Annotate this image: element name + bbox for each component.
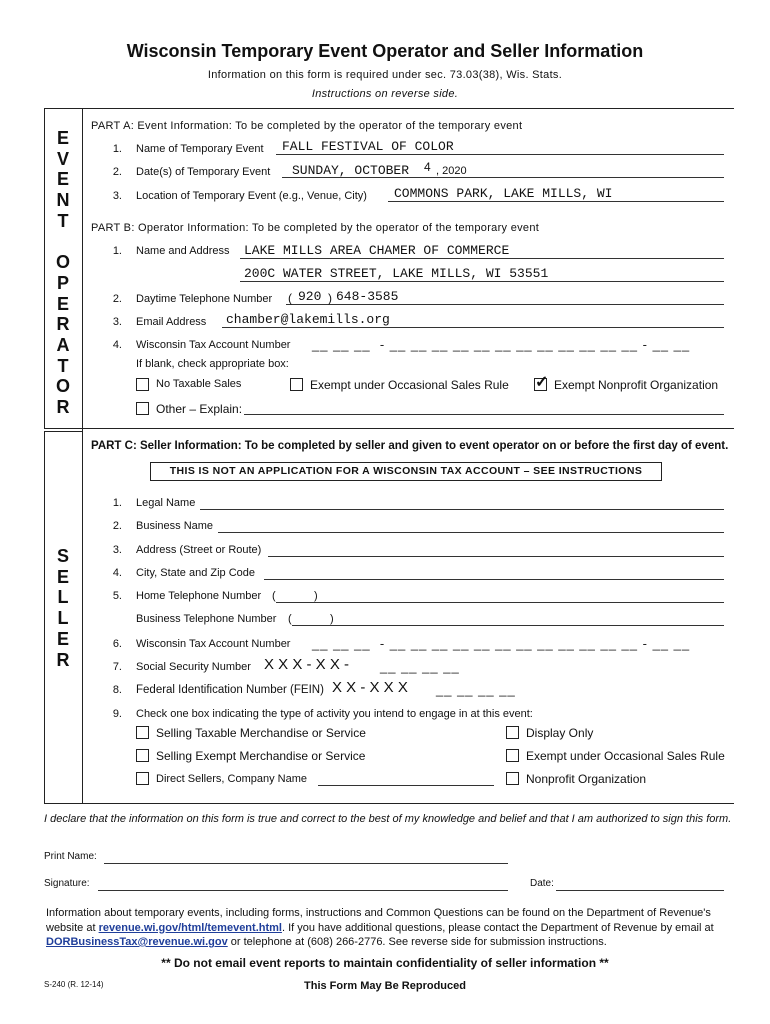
info-text-1: Information about temporary events, including forms, instructions and Common Questions can be found on the Department of Revenue's website at — [46, 907, 711, 934]
part-b-num-1: 1. — [112, 245, 122, 257]
business-name-field[interactable] — [218, 519, 724, 533]
fein-label: Federal Identification Number (FEIN) — [136, 684, 324, 696]
operator-phone-area: 920 — [298, 289, 322, 304]
side-letter — [50, 232, 76, 253]
display-only-checkbox[interactable] — [506, 726, 519, 739]
taxable-merchandise-label: Selling Taxable Merchandise or Service — [156, 726, 366, 740]
part-a-num-2: 2. — [112, 166, 122, 178]
event-date-label: Date(s) of Temporary Event — [136, 166, 271, 178]
info-paragraph — [46, 906, 734, 950]
home-phone-label: Home Telephone Number — [136, 590, 262, 602]
side-letter: E — [56, 169, 69, 190]
business-name-label: Business Name — [136, 520, 214, 532]
side-letter: V — [56, 148, 69, 169]
home-phone-parens: ( — [272, 590, 276, 602]
seller-tax-field[interactable]: __ __ __ - __ __ __ __ __ __ __ __ __ __ __ __ - __ __ — [312, 636, 691, 651]
event-location-label: Location of Temporary Event (e.g., Venue, City) — [136, 190, 367, 202]
part-a-num-1: 1. — [112, 143, 122, 155]
event-date-year: , 2020 — [436, 165, 467, 177]
side-letter: O — [55, 252, 70, 273]
email-link[interactable]: DORBusinessTax@revenue.wi.gov — [46, 936, 228, 948]
no-email-warning: ** Do not email event reports to maintain confidentiality of seller information ** — [161, 956, 609, 970]
side-letter: E — [56, 128, 69, 148]
display-only-label: Display Only — [526, 726, 594, 740]
legal-name-field[interactable] — [200, 496, 724, 510]
part-c-rule — [82, 428, 734, 429]
part-a-num-3: 3. — [112, 190, 122, 202]
part-b-num-2: 2. — [112, 293, 122, 305]
event-name-label: Name of Temporary Event — [136, 143, 264, 155]
event-date-day: 4 — [424, 160, 431, 174]
side-letter: E — [56, 628, 69, 649]
info-text-2: . If you have additional questions, please contact the Department of Revenue by email at — [281, 921, 714, 934]
street-address-field[interactable] — [268, 543, 724, 557]
event-name-value: FALL FESTIVAL OF COLOR — [282, 139, 454, 154]
side-letter: N — [56, 190, 70, 211]
city-state-zip-field[interactable] — [264, 566, 724, 580]
reproduce-note: This Form May Be Reproduced — [304, 980, 466, 992]
other-explain-field[interactable] — [244, 401, 724, 415]
date-label: Date: — [530, 878, 554, 889]
side-letter: E — [56, 566, 69, 587]
home-phone-paren-close: ) — [314, 590, 318, 602]
part-c-num-4: 4. — [112, 567, 122, 579]
signature-label: Signature: — [44, 878, 90, 889]
side-letter: E — [56, 293, 69, 314]
ssn-mask: X X X - X X - — [264, 656, 350, 673]
ssn-label: Social Security Number — [136, 661, 251, 673]
operator-bottom-rule — [44, 428, 82, 429]
business-phone-paren-close: ) — [330, 613, 334, 625]
top-rule — [44, 108, 734, 109]
event-location-value: COMMONS PARK, LAKE MILLS, WI — [394, 186, 613, 201]
city-state-zip-label: City, State and Zip Code — [136, 567, 256, 579]
taxable-merchandise-checkbox[interactable] — [136, 726, 149, 739]
business-phone-paren-open: ( — [288, 613, 292, 625]
blank-note: If blank, check appropriate box: — [136, 358, 289, 370]
part-c-num-9: 9. — [112, 708, 122, 720]
declaration-rule — [44, 803, 734, 804]
info-text-3: or telephone at (608) 266-2776. See reverse side for submission instructions. — [230, 936, 607, 948]
temevent-link[interactable]: revenue.wi.gov/html/temevent.html — [98, 921, 282, 934]
side-letter: L — [57, 608, 69, 629]
operator-email-label: Email Address — [136, 316, 207, 328]
instructions-note: Instructions on reverse side. — [311, 88, 459, 100]
form-number: S-240 (R. 12-14) — [44, 980, 104, 989]
street-address-label: Address (Street or Route) — [136, 544, 262, 556]
part-c-num-3: 3. — [112, 544, 122, 556]
operator-name-label: Name and Address — [136, 245, 230, 257]
part-c-num-1: 1. — [112, 497, 122, 509]
phone-area-open: ( — [288, 291, 292, 305]
form-title: Wisconsin Temporary Event Operator and Seller Information — [126, 41, 644, 61]
part-b-heading: PART B: Operator Information: To be completed by the operator of the temporary event — [91, 222, 540, 234]
date-field[interactable] — [556, 877, 724, 891]
side-letter: T — [57, 355, 69, 376]
home-phone-field[interactable] — [276, 589, 724, 603]
exempt-merchandise-checkbox[interactable] — [136, 749, 149, 762]
business-phone-field[interactable] — [292, 612, 724, 626]
statute-note: Information on this form is required under sec. 73.03(38), Wis. Stats. — [207, 69, 563, 81]
phone-area-close: ) — [328, 291, 332, 305]
event-date-value: SUNDAY, OCTOBER — [292, 163, 410, 178]
not-application-banner: THIS IS NOT AN APPLICATION FOR A WISCONSIN TAX ACCOUNT – SEE INSTRUCTIONS — [150, 462, 662, 481]
side-letter: A — [56, 335, 70, 356]
part-c-num-8: 8. — [112, 684, 122, 696]
other-checkbox[interactable] — [136, 402, 149, 415]
seller-tax-label: Wisconsin Tax Account Number — [136, 638, 291, 650]
part-c-num-5: 5. — [112, 590, 122, 602]
occasional-sales-label: Exempt under Occasional Sales Rule — [310, 378, 509, 392]
operator-left-rule — [44, 108, 45, 428]
print-name-label: Print Name: — [44, 851, 97, 862]
exempt-merchandise-label: Selling Exempt Merchandise or Service — [156, 749, 366, 763]
operator-phone-number: 648-3585 — [336, 289, 399, 304]
exempt-nonprofit-label: Exempt Nonprofit Organization — [554, 378, 719, 392]
seller-top-rule — [44, 431, 82, 432]
side-divider-rule — [82, 108, 83, 803]
legal-name-label: Legal Name — [136, 497, 196, 509]
side-letter: S — [56, 546, 69, 566]
operator-tax-label: Wisconsin Tax Account Number — [136, 339, 291, 351]
other-explain-label: Other – Explain: — [156, 402, 243, 416]
part-a-heading: PART A: Event Information: To be completed by the operator of the temporary event — [91, 120, 523, 132]
side-letter: R — [56, 397, 70, 418]
part-b-num-4: 4. — [112, 339, 122, 351]
fein-mask: X X - X X X — [332, 679, 408, 696]
operator-tax-field[interactable]: __ __ __ - __ __ __ __ __ __ __ __ __ __ __ __ - __ __ — [312, 337, 691, 352]
ssn-field[interactable]: __ __ __ __ — [380, 659, 460, 674]
operator-email-value: chamber@lakemills.org — [226, 312, 390, 327]
side-letter: L — [57, 587, 69, 608]
direct-sellers-company-field[interactable] — [318, 772, 494, 786]
operator-phone-label: Daytime Telephone Number — [136, 293, 273, 305]
side-letter: T — [57, 210, 69, 231]
seller-left-rule — [44, 431, 45, 803]
no-taxable-sales-checkbox[interactable] — [136, 378, 149, 391]
direct-sellers-checkbox[interactable] — [136, 772, 149, 785]
nonprofit-label: Nonprofit Organization — [526, 772, 647, 786]
seller-side-label — [50, 546, 76, 670]
side-letter: O — [55, 376, 70, 397]
fein-field[interactable]: __ __ __ __ — [436, 682, 516, 697]
operator-name-value: LAKE MILLS AREA CHAMER OF COMMERCE — [244, 243, 510, 258]
operator-side-label — [50, 128, 76, 418]
direct-sellers-label: Direct Sellers, Company Name — [156, 773, 307, 785]
part-c-num-6: 6. — [112, 638, 122, 650]
part-c-num-7: 7. — [112, 661, 122, 673]
seller-occasional-sales-label: Exempt under Occasional Sales Rule — [526, 749, 725, 763]
activity-instruction: Check one box indicating the type of activity you intend to engage in at this event: — [136, 708, 533, 720]
part-c-num-2: 2. — [112, 520, 122, 532]
nonprofit-checkbox[interactable] — [506, 772, 519, 785]
side-letter: R — [56, 649, 70, 670]
occasional-sales-checkbox[interactable] — [290, 378, 303, 391]
no-taxable-sales-label: No Taxable Sales — [156, 378, 242, 390]
part-c-heading: PART C: Seller Information: To be completed by seller and given to event operator on or before the first day of event. — [91, 440, 729, 452]
seller-occasional-sales-checkbox[interactable] — [506, 749, 519, 762]
part-b-num-3: 3. — [112, 316, 122, 328]
side-letter: P — [56, 272, 69, 293]
side-letter: R — [56, 314, 70, 335]
check-icon: ✓ — [535, 374, 549, 391]
business-phone-label: Business Telephone Number — [136, 613, 277, 625]
signature-field[interactable] — [98, 877, 508, 891]
declaration-text: I declare that the information on this form is true and correct to the best of my knowledge and belief and that I am authorized to sign this form. — [44, 813, 732, 825]
print-name-field[interactable] — [104, 850, 508, 864]
operator-address-value: 200C WATER STREET, LAKE MILLS, WI 53551 — [244, 266, 549, 281]
